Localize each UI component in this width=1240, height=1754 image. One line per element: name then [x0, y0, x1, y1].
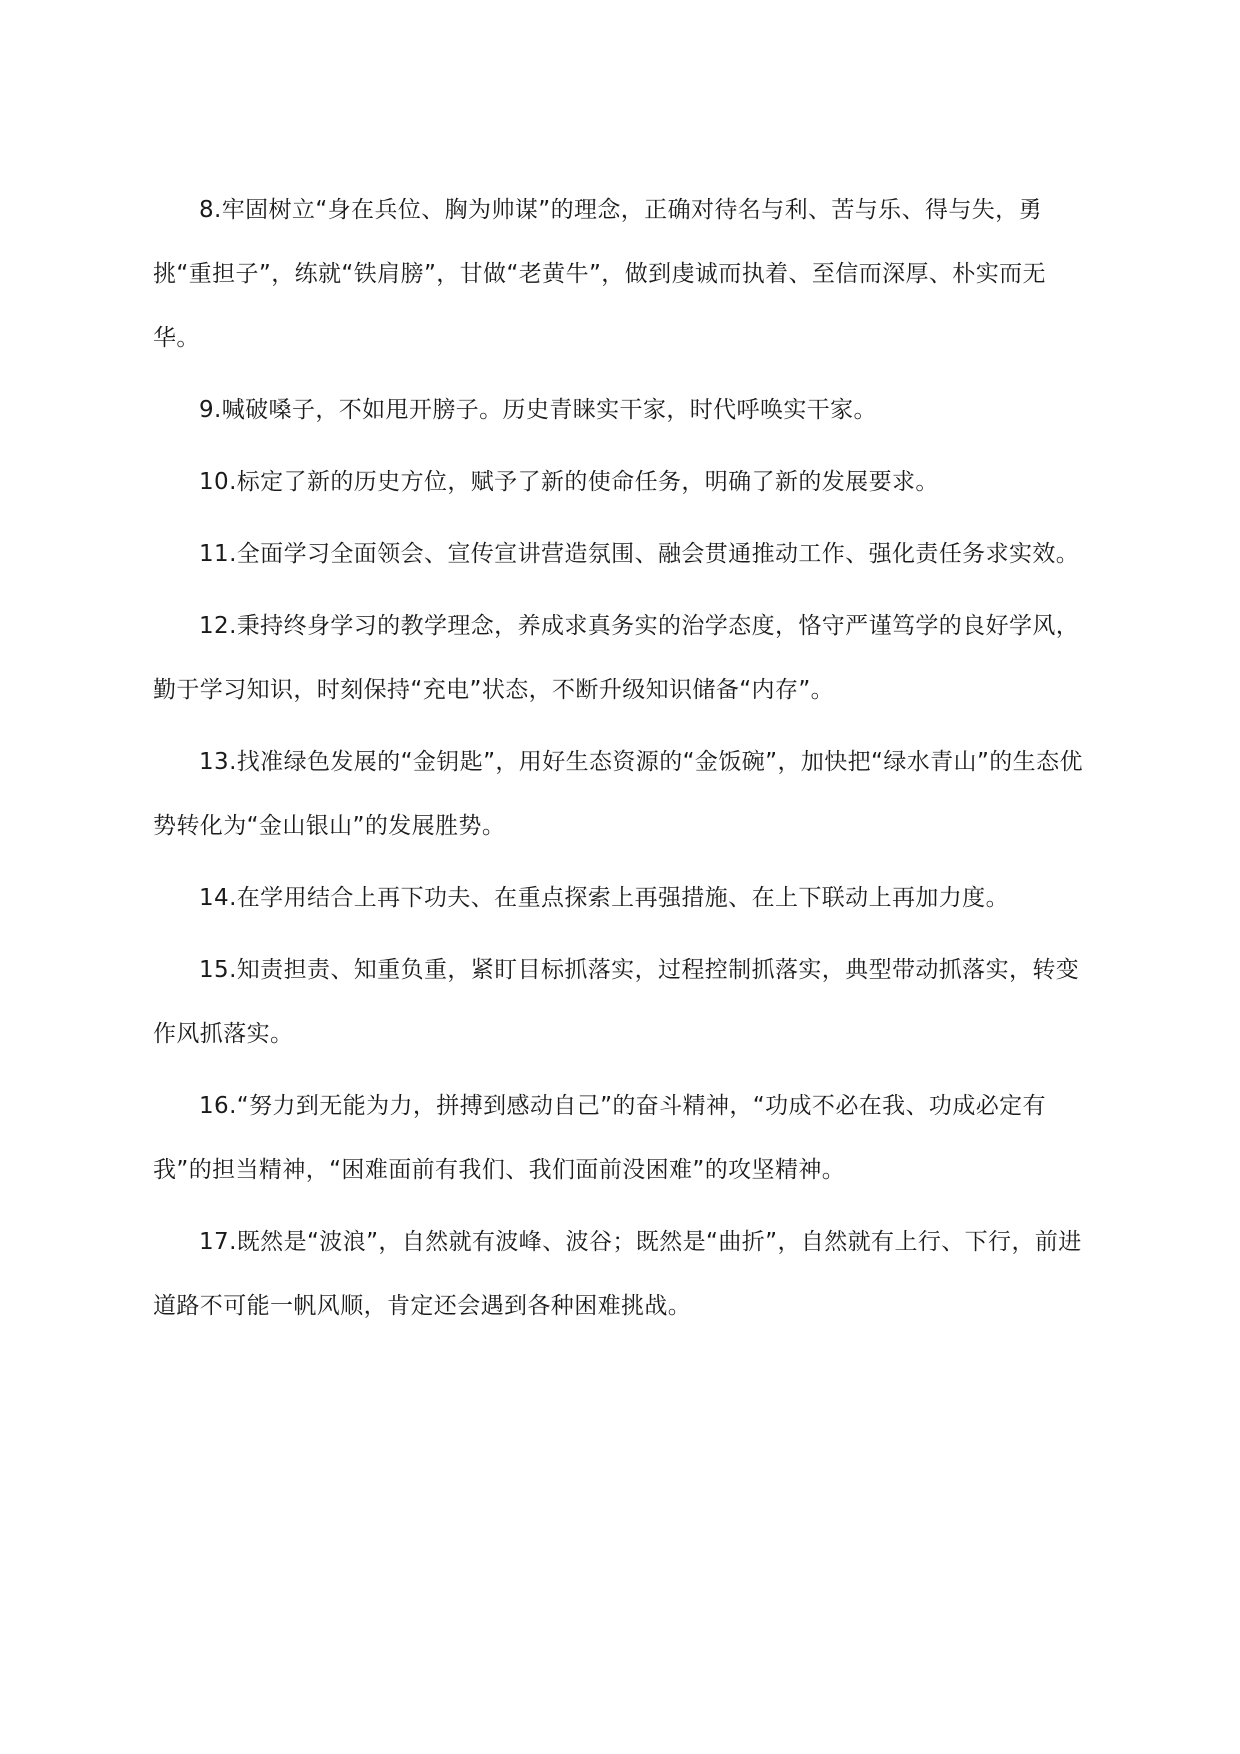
paragraph-14: 14.在学用结合上再下功夫、在重点探索上再强措施、在上下联动上再加力度。 — [199, 885, 1009, 911]
paragraph-16: 16.“努力到无能为力，拼搏到感动自己”的奋斗精神，“功成不必在我、功成必定有我”的担当精神，“困难面前有我们、我们面前没困难”的攻坚精神。 — [153, 1093, 1046, 1183]
paragraph-12: 12.秉持终身学习的教学理念，养成求真务实的治学态度，恪守严谨笃学的良好学风，勤于学习知识，时刻保持“充电”状态，不断升级知识储备“内存”。 — [153, 613, 1080, 703]
paragraph-17: 17.既然是“波浪”，自然就有波峰、波谷；既然是“曲折”，自然就有上行、下行，前进道路不可能一帆风顺，肯定还会遇到各种困难挑战。 — [153, 1229, 1082, 1319]
paragraph-10: 10.标定了新的历史方位，赋予了新的使命任务，明确了新的发展要求。 — [199, 469, 939, 495]
document-body — [153, 178, 1083, 1346]
paragraph-13: 13.找准绿色发展的“金钥匙”，用好生态资源的“金饭碗”，加快把“绿水青山”的生态优势转化为“金山银山”的发展胜势。 — [153, 749, 1083, 839]
paragraph-15: 15.知责担责、知重负重，紧盯目标抓落实，过程控制抓落实，典型带动抓落实，转变作风抓落实。 — [153, 957, 1080, 1047]
paragraph-11: 11.全面学习全面领会、宣传宣讲营造氛围、融会贯通推动工作、强化责任务求实效。 — [199, 541, 1080, 567]
paragraph-9: 9.喊破嗓子，不如甩开膀子。历史青睐实干家，时代呼唤实干家。 — [199, 397, 877, 423]
paragraph-8: 8.牢固树立“身在兵位、胸为帅谋”的理念，正确对待名与利、苦与乐、得与失，勇挑“重担子”，练就“铁肩膀”，甘做“老黄牛”，做到虔诚而执着、至信而深厚、朴实而无华。 — [153, 197, 1046, 351]
